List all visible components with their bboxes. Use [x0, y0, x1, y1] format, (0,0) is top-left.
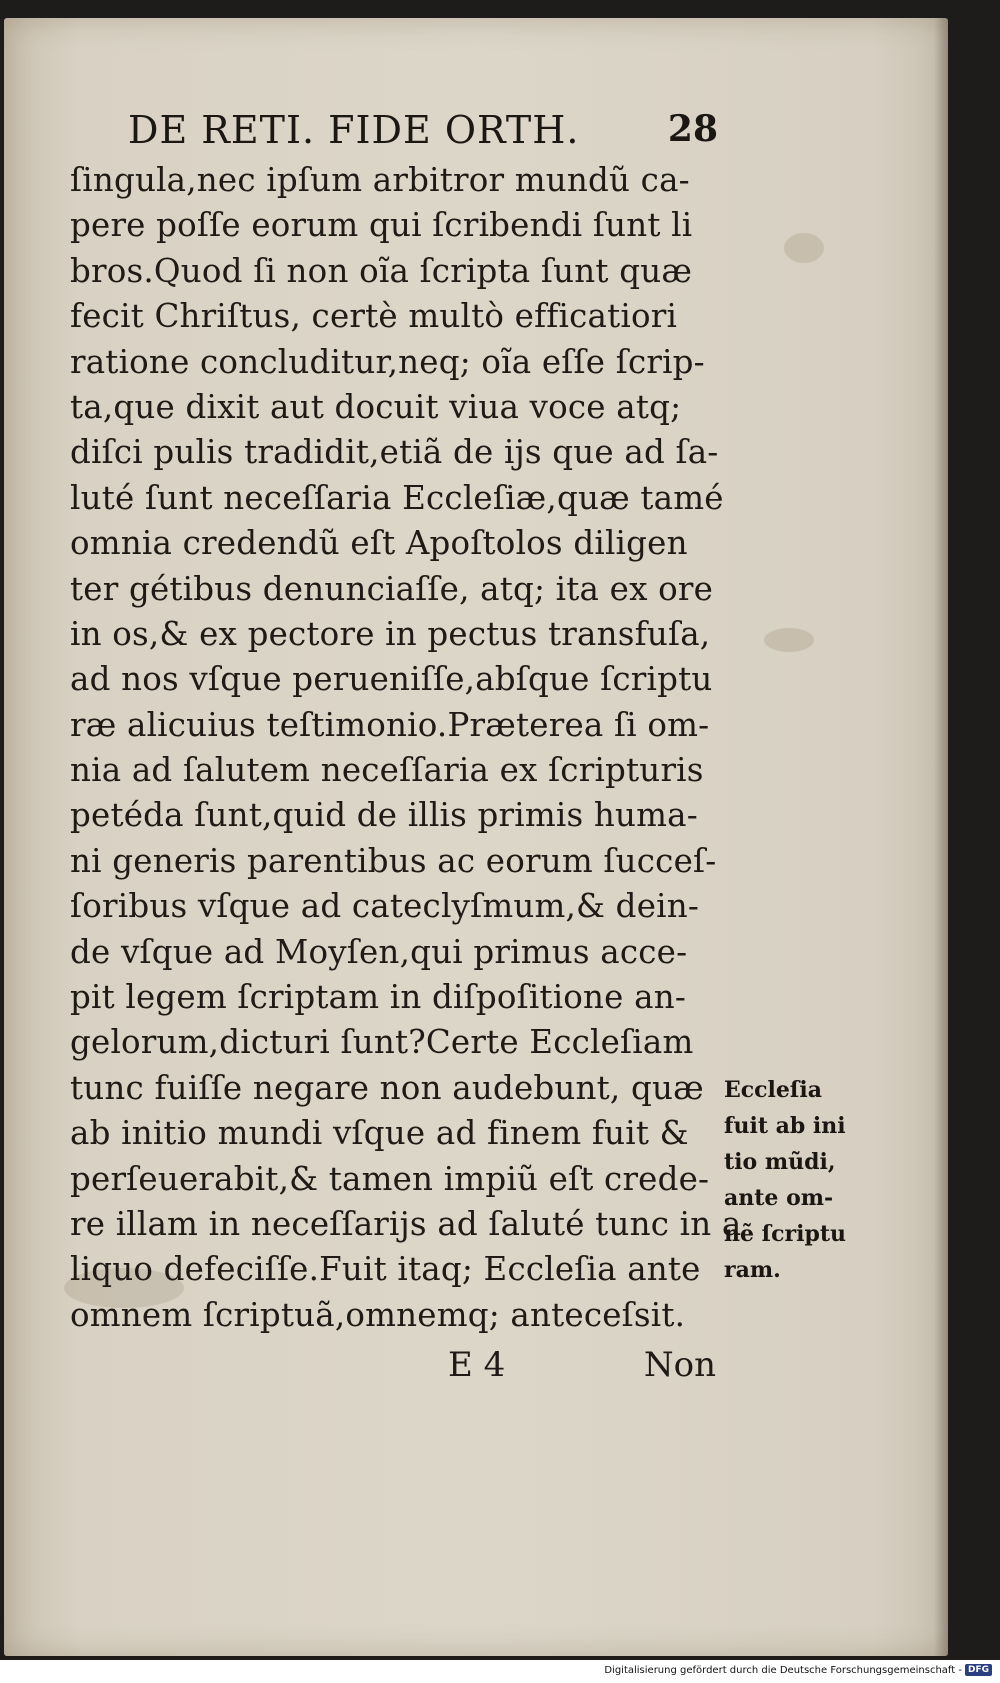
text-line: pere poſſe eorum qui ſcribendi ſunt li [70, 206, 693, 245]
page-edge-shadow [934, 18, 948, 1656]
text-line: nia ad ſalutem neceſſaria ex ſcripturis [70, 751, 704, 790]
text-line: ad nos vſque perueniſſe,abſque ſcriptu [70, 660, 713, 699]
page-header [128, 108, 718, 160]
text-line: ni generis parentibus ac eorum ſucceſ- [70, 841, 717, 880]
dfg-logo: DFG [965, 1664, 992, 1676]
text-line: liquo defeciſſe.Fuit itaq; Eccleſia ante [70, 1250, 701, 1289]
text-line: gelorum,dicturi ſunt?Certe Eccleſiam [70, 1023, 694, 1062]
text-line: ter gétibus denunciaſſe, atq; ita ex ore [70, 569, 714, 608]
text-line: omnem ſcriptuã,omnemq; anteceſsit. [70, 1295, 686, 1334]
text-line: bros.Quod ſi non oĩa ſcripta ſunt quæ [70, 251, 693, 290]
text-line: pit legem ſcriptam in diſpoſitione an- [70, 978, 687, 1017]
running-title: DE RETI. FIDE ORTH. [128, 108, 580, 152]
marginal-note-line: ante om- [724, 1185, 834, 1211]
page-number: 28 [667, 108, 718, 150]
text-line: petéda ſunt,quid de illis primis huma- [70, 796, 698, 835]
text-line: ab initio mundi vſque ad finem fuit & [70, 1114, 689, 1153]
text-line: ſoribus vſque ad cateclyſmum,& dein- [70, 887, 700, 926]
text-line: omnia credendũ eſt Apoſtolos diligen [70, 524, 688, 563]
text-line: ta,que dixit aut docuit viua voce atq; [70, 387, 682, 426]
paper-stain [764, 628, 814, 652]
signature-mark: E 4 [448, 1345, 506, 1385]
marginal-note-line: Eccleſia [724, 1077, 822, 1103]
text-line: perſeuerabit,& tamen impiũ eſt crede- [70, 1159, 710, 1198]
text-line: ratione concluditur,neq; oĩa eſſe ſcrip- [70, 342, 705, 381]
marginal-note-line: ram. [724, 1257, 781, 1283]
text-line: ræ alicuius teſtimonio.Præterea ſi om- [70, 705, 710, 744]
text-line: de vſque ad Moyſen,qui primus acce- [70, 932, 688, 971]
body-text [70, 158, 742, 1338]
marginal-note-line: nẽ ſcriptu [724, 1221, 846, 1247]
credit-text: Digitalisierung gefördert durch die Deutsche Forschungsgemeinschaft - [604, 1664, 962, 1676]
marginal-note-line: tio mũdi, [724, 1149, 836, 1175]
marginal-note-line: fuit ab ini [724, 1113, 846, 1139]
paper-stain [784, 233, 824, 263]
text-line: ſingula,nec ipſum arbitror mundũ ca- [70, 161, 690, 199]
text-line: re illam in neceſſarijs ad ſaluté tunc in a [70, 1204, 742, 1243]
text-line: luté ſunt neceſſaria Eccleſiæ,quæ tamé [70, 478, 724, 517]
digitization-credit [604, 1664, 992, 1676]
page-footer [70, 1345, 720, 1395]
text-line: fecit Chriſtus, certè multò efficatiori [70, 297, 678, 336]
marginal-note [724, 1072, 874, 1288]
text-line: in os,& ex pectore in pectus transfuſa, [70, 614, 711, 653]
text-line: tunc fuiſſe negare non audebunt, quæ [70, 1068, 704, 1107]
text-line: diſci pulis tradidit,etiã de ijs que ad ſa- [70, 433, 719, 472]
catchword: Non [643, 1345, 716, 1385]
